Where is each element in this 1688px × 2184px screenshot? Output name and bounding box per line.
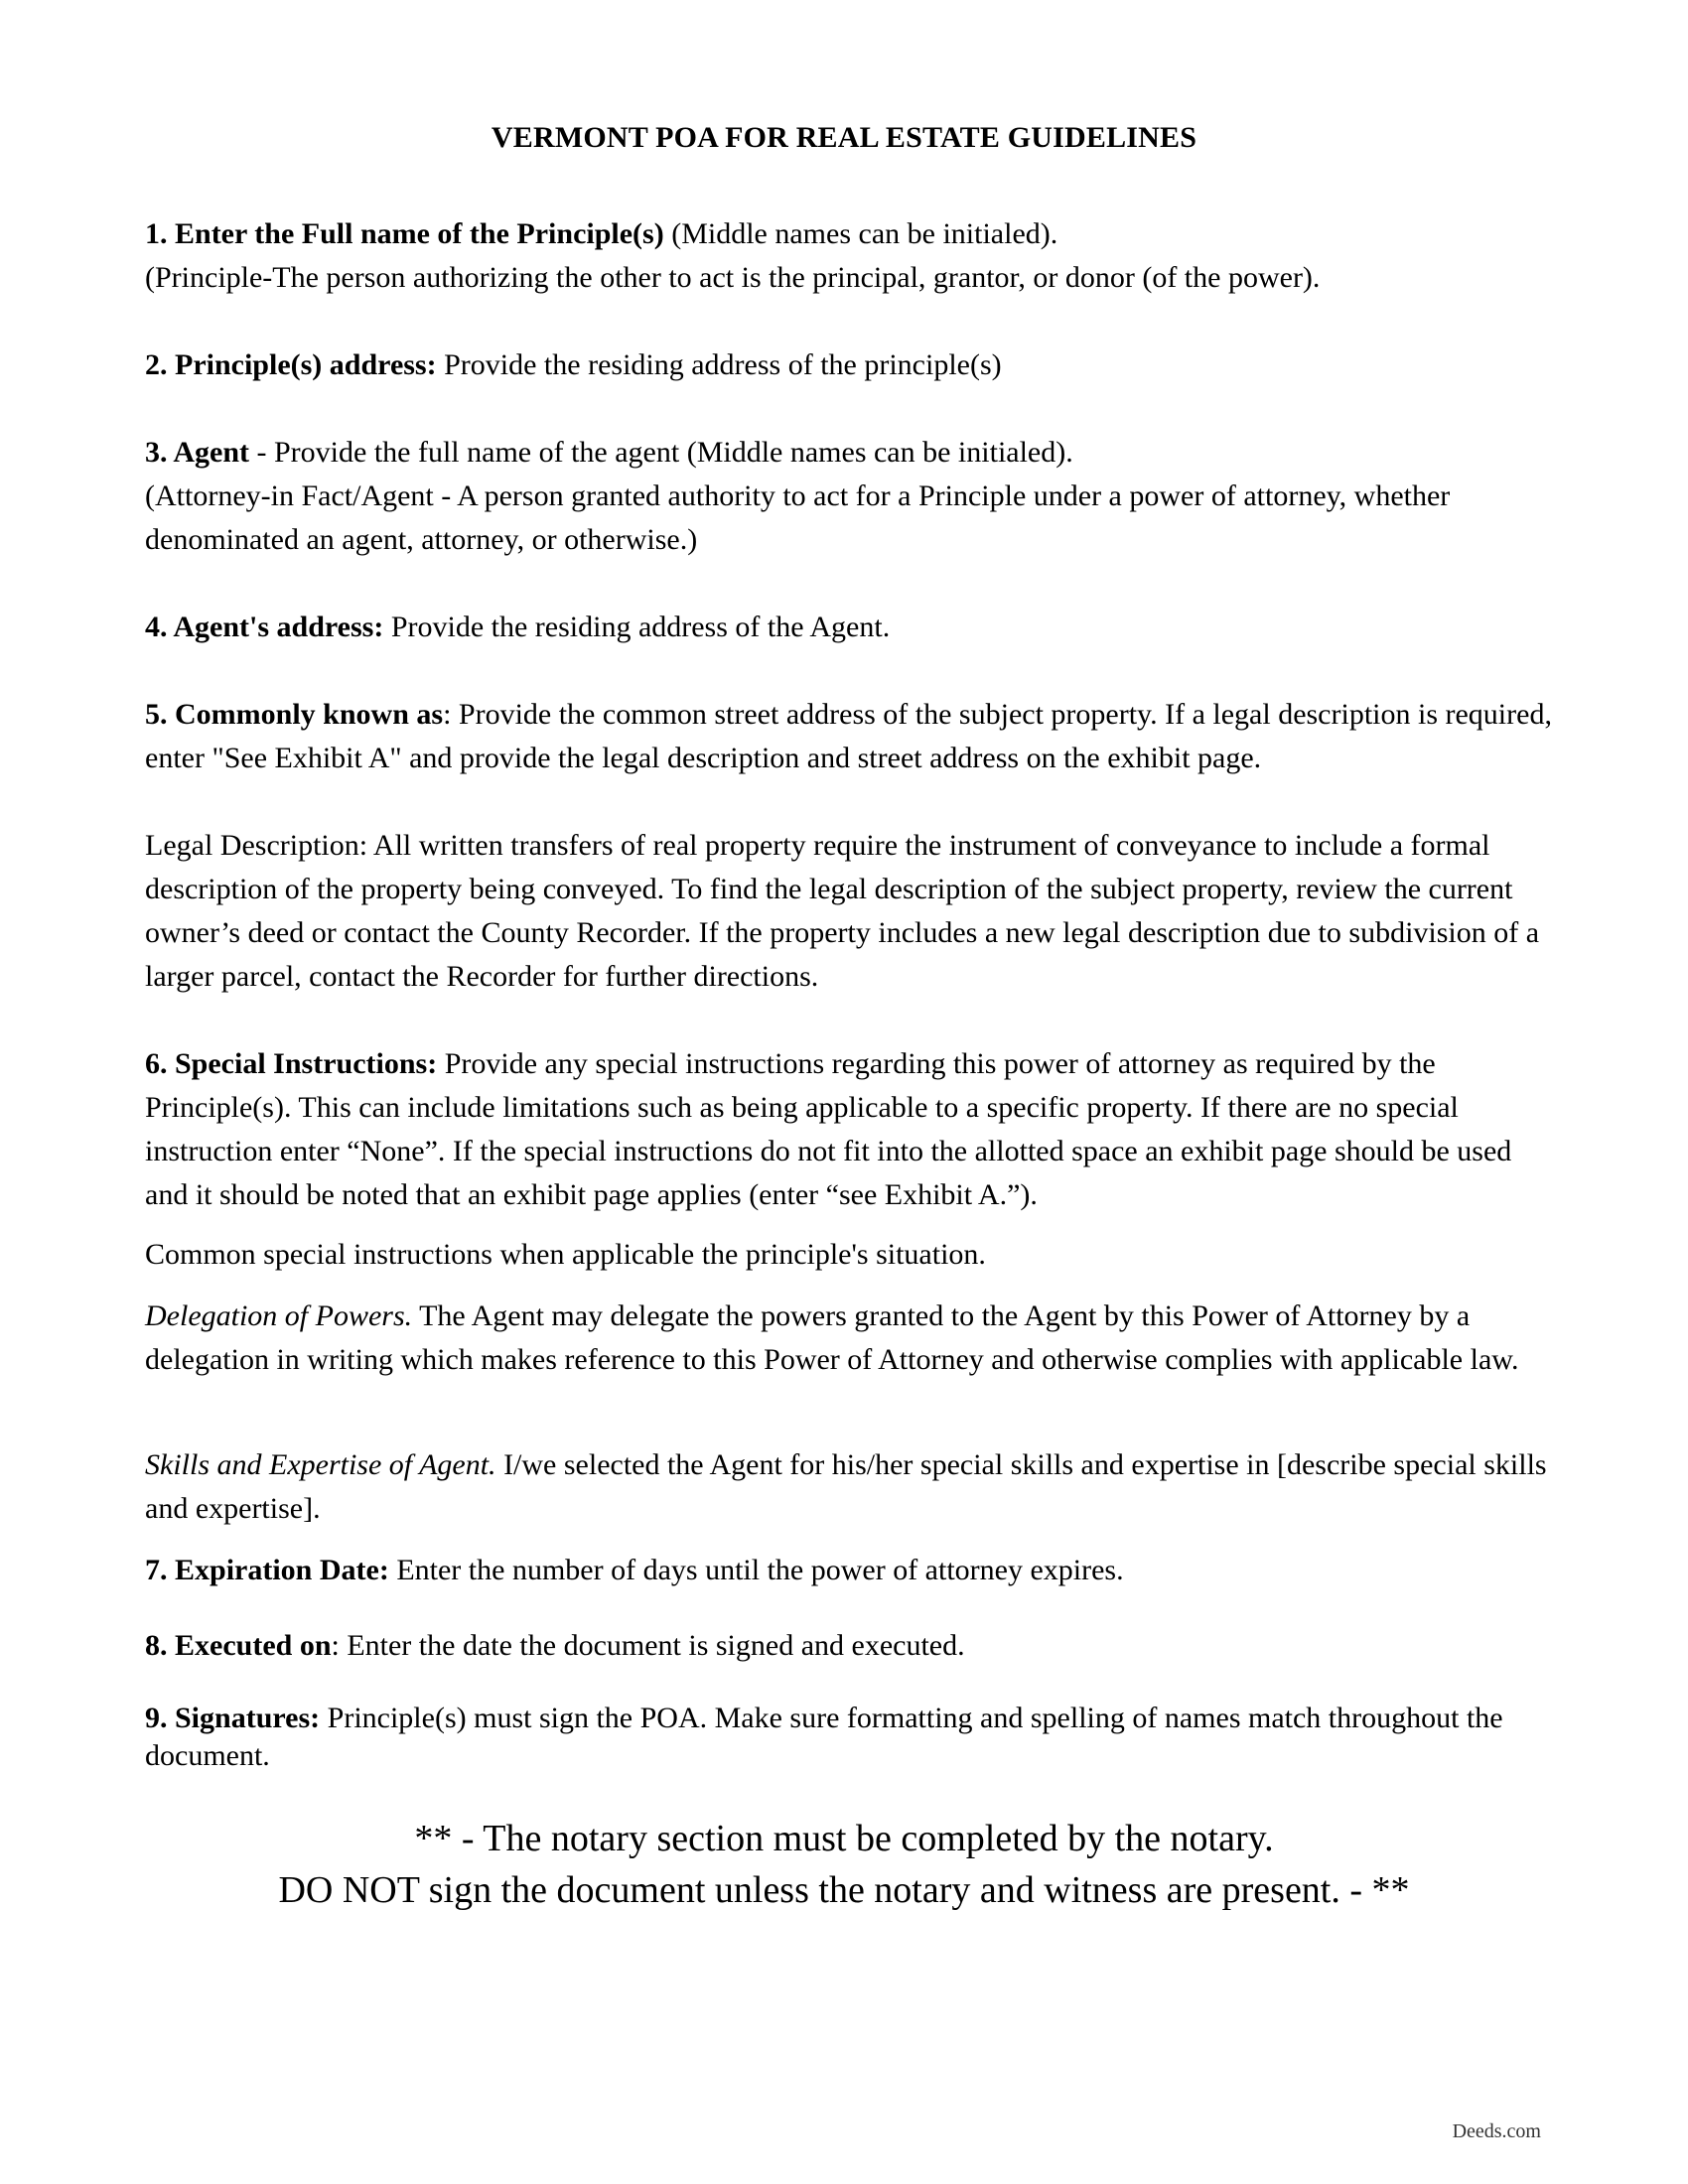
footer-brand: Deeds.com xyxy=(1452,2120,1541,2142)
section-4-heading: 4. Agent's address: xyxy=(145,611,384,643)
section-2-text: Provide the residing address of the principle(s) xyxy=(436,348,1002,381)
section-5 xyxy=(145,693,1555,780)
delegation-text: The Agent may delegate the powers granted to the Agent by this Power of Attorney by a delegation in writing which makes reference to this Power of Attorney and otherwise complies with applicable law. xyxy=(145,1299,1519,1376)
section-1-text: (Middle names can be initialed). xyxy=(663,217,1058,250)
section-1-note: (Principle-The person authorizing the other to act is the principal, grantor, or donor (of the power). xyxy=(145,261,1321,294)
section-5-heading: 5. Commonly known as xyxy=(145,698,444,731)
section-9 xyxy=(145,1700,1555,1775)
section-5-text: : Provide the common street address of the subject property. If a legal description is required, enter "See Exhibit A" and provide the legal description and street address on the exhibit page. xyxy=(145,698,1552,774)
section-3-text: - Provide the full name of the agent (Middle names can be initialed). xyxy=(249,436,1073,469)
section-2 xyxy=(145,343,1555,387)
section-6 xyxy=(145,1042,1555,1217)
section-8-heading: 8. Executed on xyxy=(145,1629,332,1662)
section-6-skills xyxy=(145,1443,1555,1531)
section-6-text: Provide any special instructions regarding this power of attorney as required by the Principle(s). This can include limitations such as being applicable to a specific property. If there are no special instruction enter “None”. If the special instructions do not fit into the allotted space an exhibit page should be used and it should be noted that an exhibit page applies (enter “see Exhibit A.”). xyxy=(145,1047,1512,1211)
notary-warning-line-1: ** - The notary section must be completed by the notary. xyxy=(414,1818,1274,1859)
section-6-heading: 6. Special Instructions: xyxy=(145,1047,438,1080)
section-6-common: Common special instructions when applicable the principle's situation. xyxy=(145,1238,986,1271)
page-title: VERMONT POA FOR REAL ESTATE GUIDELINES xyxy=(491,121,1197,154)
section-7-heading: 7. Expiration Date: xyxy=(145,1554,389,1586)
section-4 xyxy=(145,606,1555,649)
section-3-heading: 3. Agent xyxy=(145,436,249,469)
section-3 xyxy=(145,431,1555,475)
section-1 xyxy=(145,212,1555,256)
skills-text: I/we selected the Agent for his/her special skills and expertise in [describe special skills and expertise]. xyxy=(145,1448,1547,1525)
section-9-heading: 9. Signatures: xyxy=(145,1702,321,1734)
notary-warning-line-2: DO NOT sign the document unless the notary and witness are present. - ** xyxy=(278,1869,1410,1911)
section-9-text: Principle(s) must sign the POA. Make sure formatting and spelling of names match throughout the document. xyxy=(145,1702,1503,1772)
section-2-heading: 2. Principle(s) address: xyxy=(145,348,437,381)
section-6-delegation xyxy=(145,1295,1555,1382)
section-7 xyxy=(145,1549,1555,1592)
section-8-text: : Enter the date the document is signed and executed. xyxy=(331,1629,965,1662)
section-5-legal-description: Legal Description: All written transfers of real property require the instrument of conveyance to include a formal description of the property being conveyed. To find the legal description of the subject property, review the current owner’s deed or contact the County Recorder. If the property includes a new legal description due to subdivision of a larger parcel, contact the Recorder for further directions. xyxy=(145,829,1540,993)
section-4-text: Provide the residing address of the Agent. xyxy=(383,611,891,643)
section-8 xyxy=(145,1624,1555,1668)
delegation-title: Delegation of Powers. xyxy=(145,1299,413,1332)
section-3-note: (Attorney-in Fact/Agent - A person granted authority to act for a Principle under a power of attorney, whether denominated an agent, attorney, or otherwise.) xyxy=(145,479,1451,556)
skills-title: Skills and Expertise of Agent. xyxy=(145,1448,496,1481)
section-1-heading: 1. Enter the Full name of the Principle(s) xyxy=(145,217,664,250)
section-7-text: Enter the number of days until the power of attorney expires. xyxy=(388,1554,1124,1586)
